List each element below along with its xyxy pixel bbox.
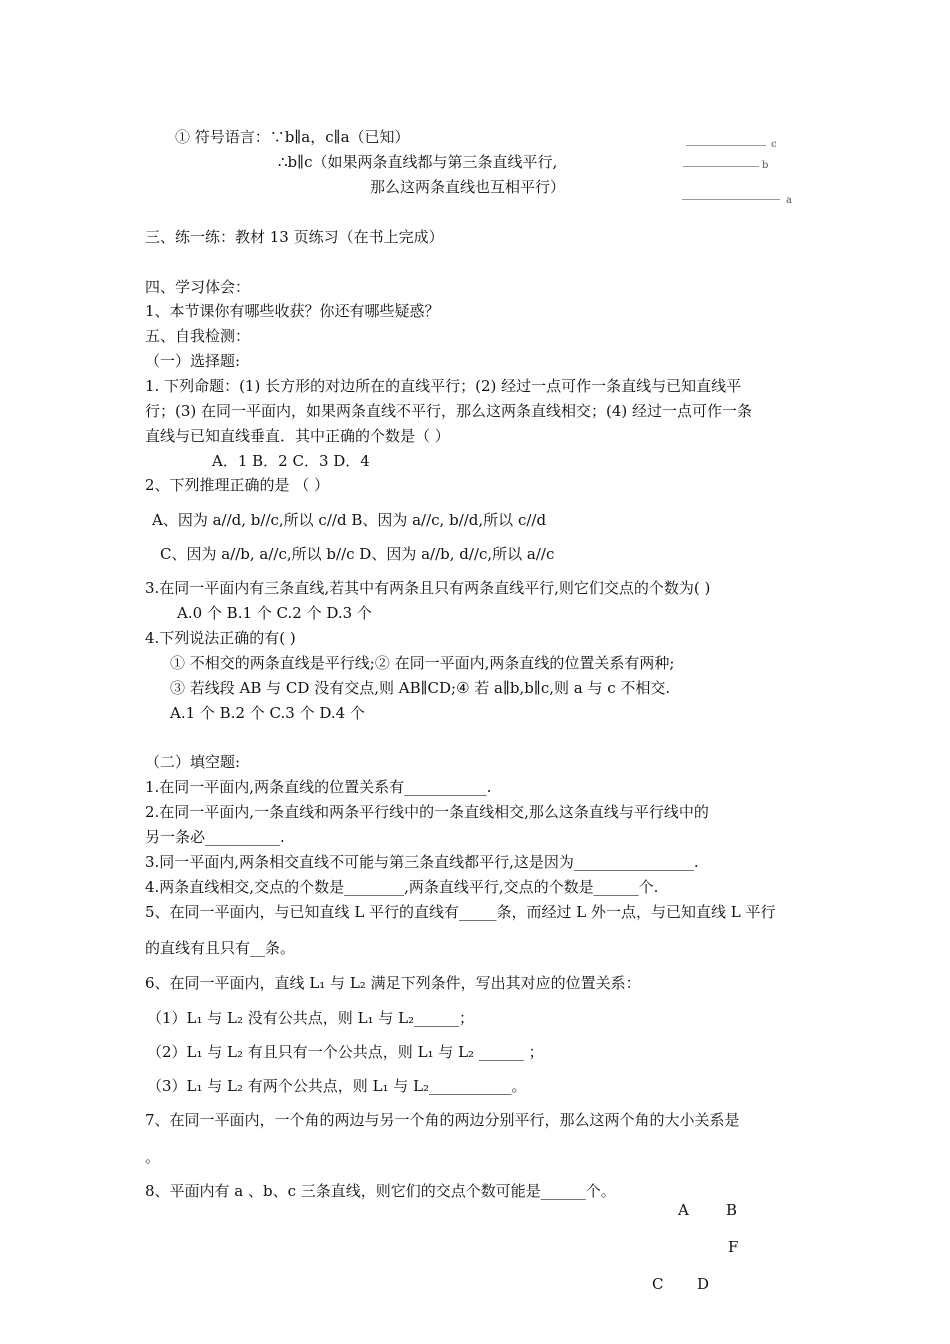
fill-q3: 3.同一平面内,两条相交直线不可能与第三条直线都平行,这是因为________________. — [145, 853, 699, 871]
label-c: c — [771, 139, 777, 150]
mc-q2-options-cd: C、因为 a//b, a//c,所以 b//c D、因为 a//b, d//c,所以 a//c — [160, 545, 555, 563]
line-a — [682, 199, 780, 200]
mc-q2: 2、下列推理正确的是 （ ） — [145, 476, 330, 494]
fill-q8: 8、平面内有 a 、b、c 三条直线，则它们的交点个数可能是______个。 — [145, 1182, 616, 1200]
section-3-heading: 三、练一练：教材 13 页练习（在书上完成） — [145, 228, 444, 246]
fill-q7-line2: 。 — [145, 1148, 161, 1166]
fill-q6: 6、在同一平面内，直线 L₁ 与 L₂ 满足下列条件，写出其对应的位置关系： — [145, 974, 641, 992]
mc-q3: 3.在同一平面内有三条直线,若其中有两条且只有两条直线平行,则它们交点的个数为( ) — [145, 579, 711, 597]
therefore-line: ∴b∥c（如果两条直线都与第三条直线平行, — [278, 153, 558, 171]
fill-q2-line2: 另一条必__________. — [145, 828, 285, 846]
fill-q2-line1: 2.在同一平面内,一条直线和两条平行线中的一条直线相交,那么这条直线与平行线中的 — [145, 803, 709, 821]
reason-line: 那么这两条直线也互相平行） — [370, 178, 566, 196]
fill-q5-line1: 5、在同一平面内，与已知直线 L 平行的直线有_____条，而经过 L 外一点，与已知直线 L 平行 — [145, 903, 776, 921]
mc-q1-line1: 1. 下列命题：(1) 长方形的对边所在的直线平行；(2) 经过一点可作一条直线与已知直线平 — [145, 377, 742, 395]
point-label-d: D — [697, 1275, 710, 1293]
fill-q6-part2: （2）L₁ 与 L₂ 有且只有一个公共点，则 L₁ 与 L₂ ______ ； — [147, 1043, 544, 1061]
fill-q1: 1.在同一平面内,两条直线的位置关系有___________. — [145, 778, 492, 796]
fill-q5-line2: 的直线有且只有__条。 — [145, 939, 296, 957]
mc-q1-line3: 直线与已知直线垂直．其中正确的个数是（ ） — [145, 427, 450, 445]
label-a: a — [786, 195, 792, 206]
fill-q6-part3: （3）L₁ 与 L₂ 有两个公共点，则 L₁ 与 L₂___________。 — [147, 1077, 527, 1095]
symbol-language-line: ① 符号语言：∵b∥a，c∥a（已知） — [175, 128, 410, 146]
multiple-choice-heading: （一）选择题: — [145, 352, 241, 370]
point-label-c: C — [652, 1275, 664, 1293]
mc-q1-options: A．1 B．2 C．3 D．4 — [212, 452, 370, 470]
mc-q4-statement1: ① 不相交的两条直线是平行线;② 在同一平面内,两条直线的位置关系有两种; — [170, 654, 675, 672]
mc-q4: 4.下列说法正确的有( ) — [145, 629, 296, 647]
fill-in-heading: （二）填空题: — [145, 753, 241, 771]
point-label-f: F — [728, 1238, 739, 1256]
label-b: b — [762, 160, 769, 171]
point-label-b: B — [726, 1201, 738, 1219]
section-5-heading: 五、自我检测： — [145, 327, 251, 345]
mc-q2-options-ab: A、因为 a//d, b//c,所以 c//d B、因为 a//c, b//d,所以 c//d — [152, 511, 547, 529]
mc-q4-statement2: ③ 若线段 AB 与 CD 没有交点,则 AB∥CD;④ 若 a∥b,b∥c,则 a 与 c 不相交. — [170, 679, 671, 697]
fill-q4: 4.两条直线相交,交点的个数是________,两条直线平行,交点的个数是______个. — [145, 878, 659, 896]
mc-q3-options: A.0 个 B.1 个 C.2 个 D.3 个 — [177, 604, 372, 622]
section-4-question: 1、本节课你有哪些收获？你还有哪些疑惑？ — [145, 302, 440, 320]
mc-q4-options: A.1 个 B.2 个 C.3 个 D.4 个 — [170, 704, 365, 722]
line-b — [683, 166, 759, 167]
fill-q7-line1: 7、在同一平面内，一个角的两边与另一个角的两边分别平行，那么这两个角的大小关系是 — [145, 1111, 740, 1129]
point-label-a: A — [678, 1201, 689, 1219]
fill-q6-part1: （1）L₁ 与 L₂ 没有公共点，则 L₁ 与 L₂______； — [147, 1009, 475, 1027]
mc-q1-line2: 行；(3) 在同一平面内，如果两条直线不平行，那么这两条直线相交；(4) 经过一点可作一条 — [145, 402, 753, 420]
section-4-heading: 四、学习体会： — [145, 278, 251, 296]
line-c — [686, 145, 766, 146]
